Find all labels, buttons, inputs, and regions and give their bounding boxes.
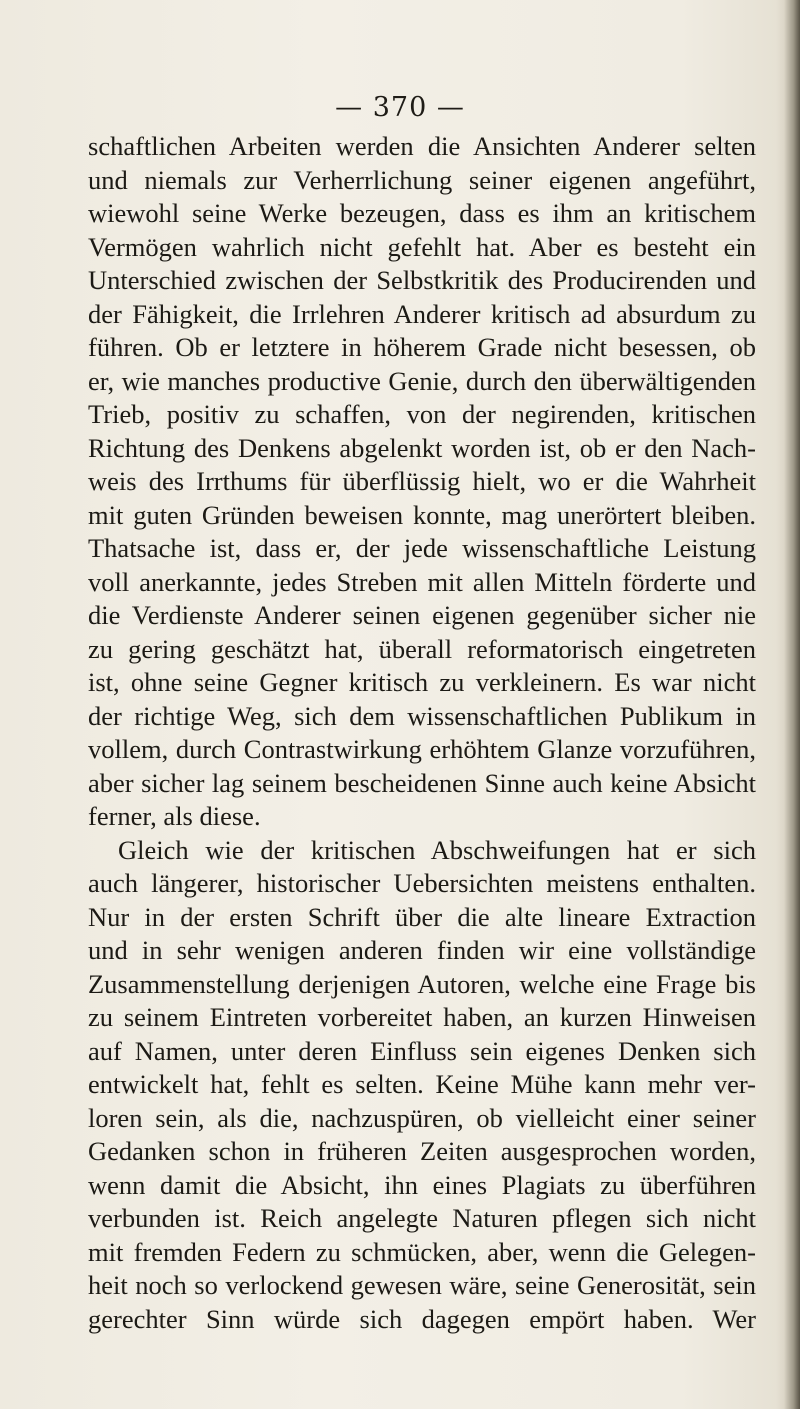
text-line: Gleich wie der kritischen Abschweifungen hat er sich [118,834,756,865]
text-line: verbunden ist. Reich angelegte Naturen pflegen sich nicht [88,1203,756,1233]
text-line: loren sein, als die, nachzuspüren, ob vielleicht einer seiner [88,1102,756,1133]
text-line: ferner, als diese. [88,801,261,831]
text-line: gerechter Sinn würde sich dagegen empört haben. Wer [88,1303,756,1334]
text-line: ist, ohne seine Gegner kritisch zu verkleinern. Es war nicht [88,667,756,697]
text-line: Trieb, positiv zu schaffen, von der negirenden, kritischen [88,399,756,429]
text-line: und niemals zur Verherrlichung seiner eigenen angeführt, [88,164,756,195]
text-line: auch längerer, historischer Uebersichten meistens enthalten. [88,868,756,898]
text-line: voll anerkannte, jedes Streben mit allen Mitteln förderte und [88,566,756,597]
text-line: wiewohl seine Werke bezeugen, dass es ihm an kritischem [88,198,756,228]
body-text [88,130,756,1336]
text-line: Nur in der ersten Schrift über die alte lineare Extraction [88,901,756,932]
text-line: er, wie manches productive Genie, durch den überwältigenden [88,365,756,396]
text-line: Gedanken schon in früheren Zeiten ausgesprochen worden, [88,1136,756,1166]
text-line: zu gering geschätzt hat, überall reformatorisch eingetreten [88,633,756,664]
text-line: heit noch so verlockend gewesen wäre, seine Generosität, sein [88,1270,756,1300]
text-line: mit guten Gründen beweisen konnte, mag unerörtert bleiben. [88,499,756,530]
text-line: Richtung des Denkens abgelenkt worden ist, ob er den Nach- [88,432,756,463]
text-line: aber sicher lag seinem bescheidenen Sinne auch keine Absicht [88,767,756,798]
text-line: Thatsache ist, dass er, der jede wissenschaftliche Leistung [88,533,756,563]
text-line: vollem, durch Contrastwirkung erhöhtem Glanze vorzuführen, [88,734,756,764]
text-line: entwickelt hat, fehlt es selten. Keine Mühe kann mehr ver- [88,1069,756,1099]
page-edge-shadow [784,0,800,1409]
text-line: die Verdienste Anderer seinen eigenen gegenüber sicher nie [88,600,756,630]
text-line: der Fähigkeit, die Irrlehren Anderer kritisch ad absurdum zu [88,298,756,329]
text-line: Vermögen wahrlich nicht gefehlt hat. Aber es besteht ein [88,231,756,262]
text-line: und in sehr wenigen anderen finden wir eine vollständige [88,935,756,965]
text-line: auf Namen, unter deren Einfluss sein eigenes Denken sich [88,1035,756,1066]
text-line: führen. Ob er letztere in höherem Grade nicht besessen, ob [88,332,756,362]
text-line: Zusammenstellung derjenigen Autoren, welche eine Frage bis [88,968,756,999]
text-line: schaftlichen Arbeiten werden die Ansichten Anderer selten [88,131,756,161]
text-line: wenn damit die Absicht, ihn eines Plagiats zu überführen [88,1169,756,1200]
text-line: Unterschied zwischen der Selbstkritik des Producirenden und [88,265,756,295]
page-number: — 370 — [335,92,465,123]
text-line: zu seinem Eintreten vorbereitet haben, an kurzen Hinweisen [88,1002,756,1032]
text-line: mit fremden Federn zu schmücken, aber, wenn die Gelegen- [88,1236,756,1267]
text-line: der richtige Weg, sich dem wissenschaftlichen Publikum in [88,700,756,731]
text-line: weis des Irrthums für überflüssig hielt, wo er die Wahrheit [88,466,756,496]
